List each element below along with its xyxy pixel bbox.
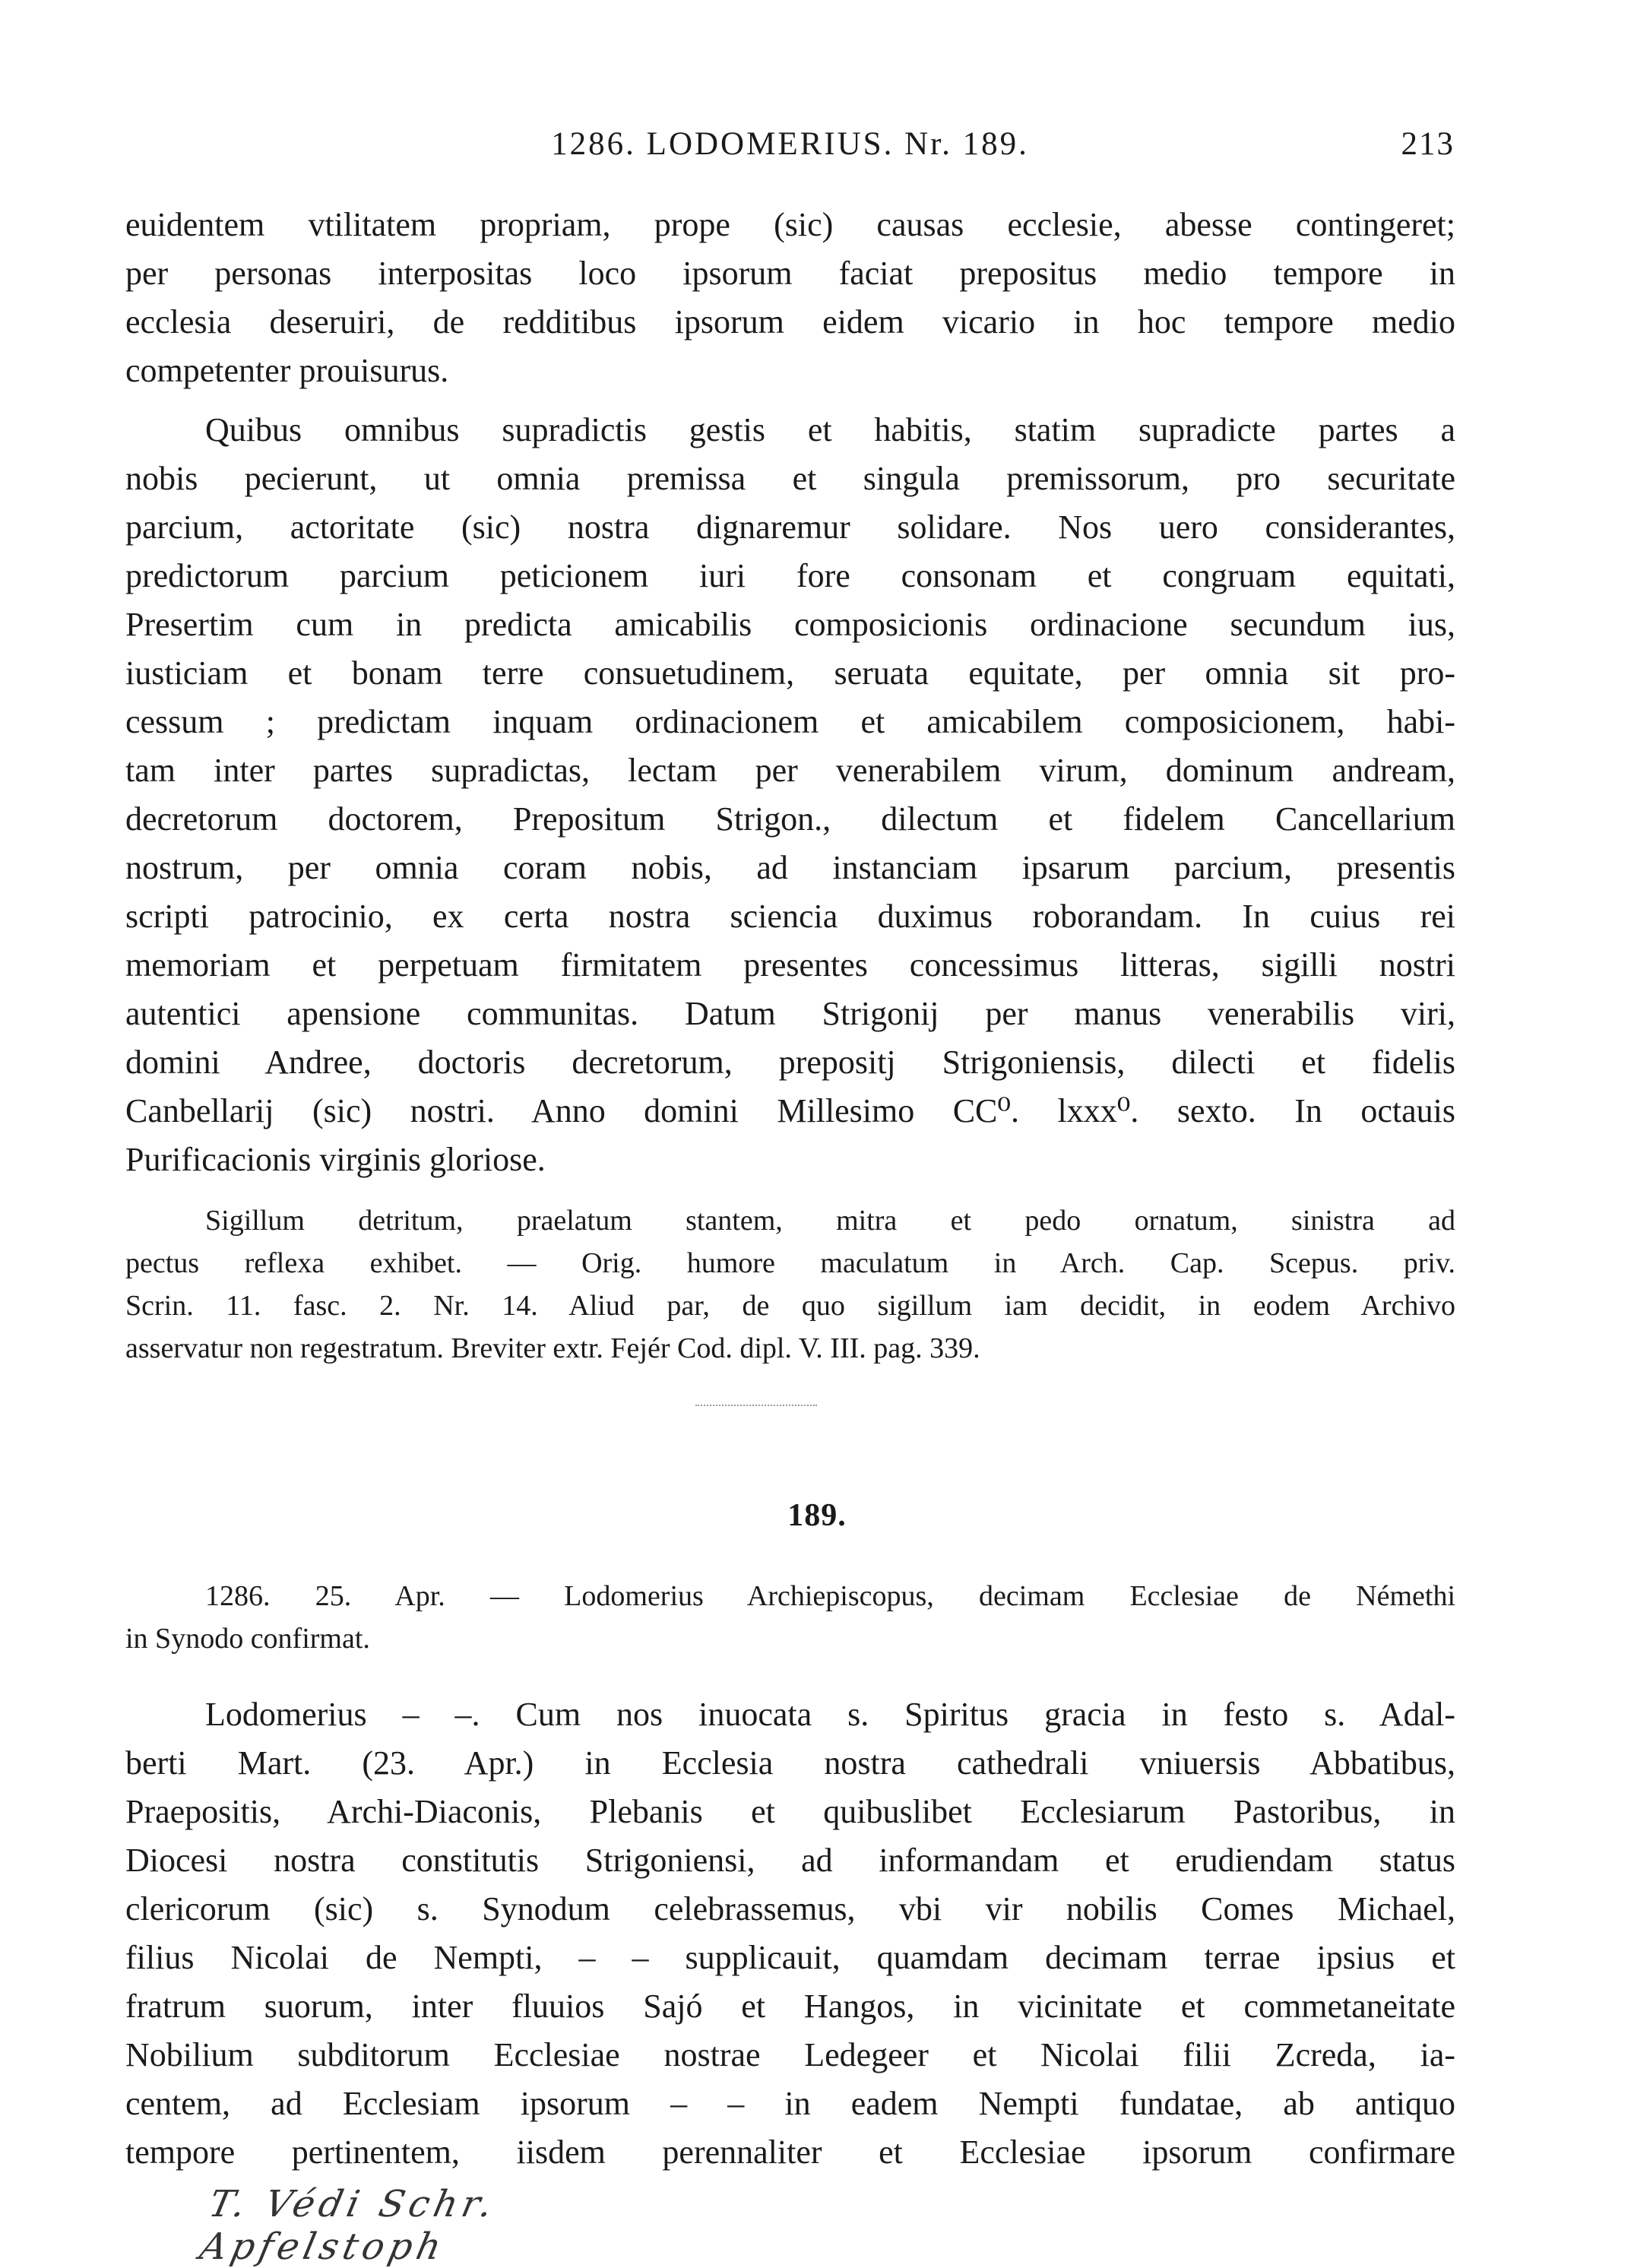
text-line: cessum ; predictam inquam ordinacionem et amicabilem composicionem, habi- <box>125 703 1455 740</box>
text-line: Canbellarij (sic) nostri. Anno domini Millesimo CC⁰. lxxx⁰. sexto. In octauis <box>125 1092 1455 1129</box>
text-line: per personas interpositas loco ipsorum faciat prepositus medio tempore in <box>125 255 1455 292</box>
document-number: 189. <box>787 1498 847 1533</box>
text-line: predictorum parcium peticionem iuri fore consonam et congruam equitati, <box>125 557 1455 594</box>
text-line: ecclesia deseruiri, de redditibus ipsorum eidem vicario in hoc tempore medio <box>125 303 1455 341</box>
text-line: decretorum doctorem, Prepositum Strigon., dilectum et fidelem Cancellarium <box>125 800 1455 838</box>
text-line: scripti patrocinio, ex certa nostra sciencia duximus roborandam. In cuius rei <box>125 898 1455 935</box>
text-line: Purificacionis virginis gloriose. <box>125 1141 546 1178</box>
text-line: nostrum, per omnia coram nobis, ad instanciam ipsarum parcium, presentis <box>125 849 1455 886</box>
text-line: berti Mart. (23. Apr.) in Ecclesia nostra cathedrali vniuersis Abbatibus, <box>125 1744 1455 1782</box>
text-line: domini Andree, doctoris decretorum, prepositj Strigoniensis, dilecti et fidelis <box>125 1044 1455 1081</box>
regest-line: in Synodo confirmat. <box>125 1623 370 1655</box>
note-line: asservatur non regestratum. Breviter extr. Fejér Cod. dipl. V. III. pag. 339. <box>125 1332 980 1364</box>
text-line: centem, ad Ecclesiam ipsorum – – in eadem Nempti fundatae, ab antiquo <box>125 2085 1455 2122</box>
handwritten-text: T. Védi Schr. Apfelstoph <box>196 2183 501 2268</box>
text-line: parcium, actoritate (sic) nostra dignaremur solidare. Nos uero considerantes, <box>125 508 1455 546</box>
regest-line: 1286. 25. Apr. — Lodomerius Archiepiscopus, decimam Ecclesiae de Némethi <box>205 1580 1455 1612</box>
text-line: Praepositis, Archi-Diaconis, Plebanis et quibuslibet Ecclesiarum Pastoribus, in <box>125 1793 1455 1830</box>
text-line: iusticiam et bonam terre consuetudinem, seruata equitate, per omnia sit pro- <box>125 654 1455 692</box>
section-separator <box>695 1405 817 1406</box>
text-line: Quibus omnibus supradictis gestis et habitis, statim supradicte partes a <box>205 411 1455 448</box>
text-line: autentici apensione communitas. Datum Strigonij per manus venerabilis viri, <box>125 995 1455 1032</box>
page-number: 213 <box>1401 126 1455 162</box>
note-line: Sigillum detritum, praelatum stantem, mitra et pedo ornatum, sinistra ad <box>205 1205 1455 1237</box>
text-line: memoriam et perpetuam firmitatem presentes concessimus litteras, sigilli nostri <box>125 946 1455 984</box>
text-line: nobis pecierunt, ut omnia premissa et singula premissorum, pro securitate <box>125 460 1455 497</box>
text-line: Presertim cum in predicta amicabilis composicionis ordinacione secundum ius, <box>125 606 1455 643</box>
text-line: tam inter partes supradictas, lectam per venerabilem virum, dominum andream, <box>125 752 1455 789</box>
text-line: euidentem vtilitatem propriam, prope (sic) causas ecclesie, abesse contingeret; <box>125 206 1455 243</box>
running-head <box>125 125 1455 171</box>
text-line: competenter prouisurus. <box>125 352 449 389</box>
text-line: Lodomerius – –. Cum nos inuocata s. Spiritus gracia in festo s. Adal- <box>205 1696 1455 1733</box>
handwritten-annotation <box>196 2183 737 2268</box>
note-line: pectus reflexa exhibet. — Orig. humore maculatum in Arch. Cap. Scepus. priv. <box>125 1247 1455 1279</box>
text-line: Diocesi nostra constitutis Strigoniensi, ad informandam et erudiendam status <box>125 1842 1455 1879</box>
text-line: clericorum (sic) s. Synodum celebrassemus, vbi vir nobilis Comes Michael, <box>125 1890 1455 1927</box>
running-title: 1286. LODOMERIUS. Nr. 189. <box>551 126 1029 162</box>
text-line: Nobilium subditorum Ecclesiae nostrae Ledegeer et Nicolai filii Zcreda, ia- <box>125 2036 1455 2073</box>
text-line: fratrum suorum, inter fluuios Sajó et Hangos, in vicinitate et commetaneitate <box>125 1988 1455 2025</box>
text-line: filius Nicolai de Nempti, – – supplicauit, quamdam decimam terrae ipsius et <box>125 1939 1455 1976</box>
note-line: Scrin. 11. fasc. 2. Nr. 14. Aliud par, de quo sigillum iam decidit, in eodem Archivo <box>125 1290 1455 1322</box>
text-line: tempore pertinentem, iisdem perennaliter et Ecclesiae ipsorum confirmare <box>125 2133 1455 2171</box>
